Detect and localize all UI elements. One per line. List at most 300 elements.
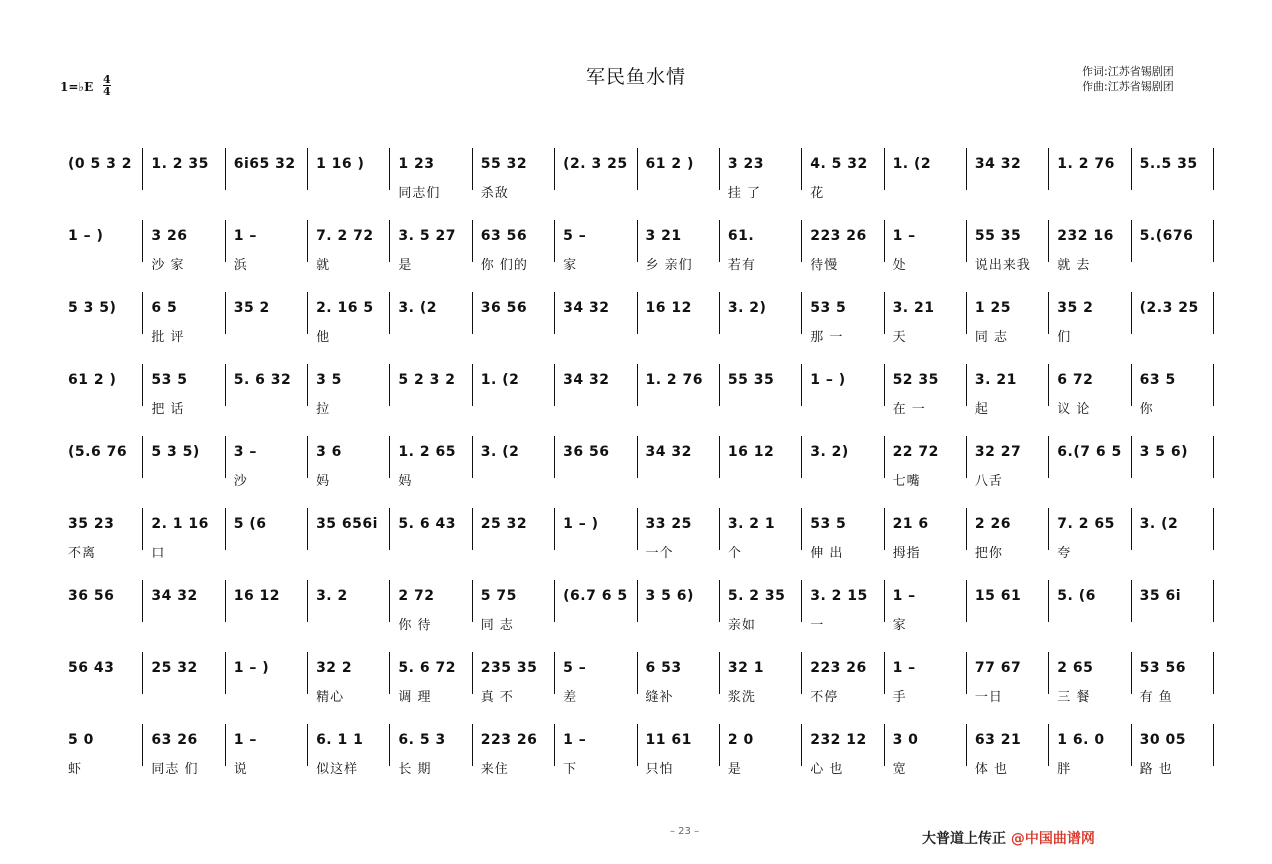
measure	[1131, 220, 1213, 262]
measure	[884, 508, 966, 561]
measure-notes: 3. 2)	[727, 300, 767, 316]
measure	[966, 508, 1048, 561]
measure	[719, 580, 801, 633]
measure-notes: 223 26	[810, 228, 867, 244]
measure-lyric: 三 餐	[1057, 690, 1091, 705]
measure-lyric: 宽	[892, 762, 907, 777]
measure	[719, 724, 801, 777]
measure-notes: 34 32	[645, 444, 692, 460]
measure	[637, 436, 719, 478]
score-line	[0, 148, 1272, 218]
measure	[225, 292, 307, 334]
measure-lyric: 花	[810, 186, 825, 201]
measure-notes: 53 5	[810, 516, 847, 532]
score-line	[0, 292, 1272, 362]
measure-lyric: 那 一	[810, 330, 844, 345]
measure	[884, 292, 966, 345]
time-signature-top: 4	[103, 73, 111, 86]
measure	[719, 436, 801, 478]
measure-lyric: 调 理	[398, 690, 432, 705]
measure-lyric: 真 不	[480, 690, 514, 705]
measure	[142, 292, 224, 345]
measure-lyric: 伸 出	[810, 546, 844, 561]
measure	[307, 436, 389, 489]
measure	[225, 364, 307, 406]
measure-notes: 4. 5 32	[810, 156, 868, 172]
measure-notes: 30 05	[1139, 732, 1186, 748]
measure	[1048, 148, 1130, 190]
measure	[801, 364, 883, 406]
measure-notes: 1 6. 0	[1057, 732, 1105, 748]
measure	[389, 652, 471, 705]
measure	[884, 580, 966, 633]
measure-notes: 6 53	[645, 660, 682, 676]
measure-notes: 1. (2	[480, 372, 520, 388]
measure-notes: 2 72	[398, 588, 435, 604]
score-line	[0, 652, 1272, 722]
measure-lyric: 你 待	[398, 618, 432, 633]
measure	[142, 364, 224, 417]
measure-notes: 25 32	[480, 516, 528, 532]
measure-notes: 63 56	[480, 228, 528, 244]
measure-notes: 3. (2	[1139, 516, 1179, 532]
measure-lyric: 说出来我	[974, 258, 1031, 273]
measure	[142, 508, 224, 561]
measure-lyric: 就 去	[1057, 258, 1091, 273]
measure-notes: 223 26	[480, 732, 538, 748]
measure-lyric: 同志们	[398, 186, 441, 201]
measure-notes: 55 35	[974, 228, 1022, 244]
line-end-barline	[1213, 436, 1214, 478]
measure	[966, 580, 1048, 622]
measure	[225, 652, 307, 694]
measure	[1131, 652, 1213, 705]
line-end-barline	[1213, 580, 1214, 622]
measure-lyric: 把你	[974, 546, 1003, 561]
measure-notes: 1 –	[892, 228, 916, 244]
measure	[554, 148, 636, 190]
measure	[60, 292, 142, 334]
measure-notes: 2 0	[727, 732, 754, 748]
measure	[389, 724, 471, 777]
measure	[472, 436, 554, 478]
measure	[637, 652, 719, 705]
measure-notes: 5 –	[563, 228, 587, 244]
measure-lyric: 待慢	[810, 258, 839, 273]
measure-notes: 1 – )	[563, 516, 599, 532]
measure	[60, 436, 142, 478]
measure-notes: 52 35	[892, 372, 939, 388]
measure-lyric: 一	[810, 618, 825, 633]
measure	[966, 148, 1048, 190]
measure-lyric: 一日	[974, 690, 1003, 705]
measure-notes: 5 0	[68, 732, 94, 748]
measure-notes: 63 5	[1139, 372, 1176, 388]
measure-lyric: 沙 家	[151, 258, 185, 273]
measure-lyric: 只怕	[645, 762, 674, 777]
measure-notes: 3. (2	[398, 300, 437, 316]
measure	[884, 436, 966, 489]
measure	[389, 436, 471, 489]
measure	[1048, 292, 1130, 345]
measure-notes: 1 – )	[810, 372, 846, 388]
measure-notes: 3 5 6)	[645, 588, 694, 604]
line-end-barline	[1213, 364, 1214, 406]
measure-lyric: 路 也	[1139, 762, 1173, 777]
measure-notes: 3 5 6)	[1139, 444, 1189, 460]
measure-notes: 1. (2	[892, 156, 932, 172]
measure	[554, 724, 636, 777]
measure-notes: 32 1	[727, 660, 764, 676]
measure	[225, 724, 307, 777]
measure-notes: 1 – )	[68, 228, 104, 244]
measure	[142, 652, 224, 694]
measure	[801, 652, 883, 705]
measure	[966, 652, 1048, 705]
measure	[389, 508, 471, 550]
measure-notes: 7. 2 65	[1057, 516, 1115, 532]
measure	[472, 220, 554, 273]
measure-notes: 63 21	[974, 732, 1022, 748]
measure-lyric: 浜	[233, 258, 248, 273]
measure-notes: 6. 5 3	[398, 732, 446, 748]
measure	[1131, 148, 1213, 190]
measure-notes: (2.3 25	[1139, 300, 1199, 316]
measure-lyric: 心 也	[810, 762, 844, 777]
measure	[1048, 724, 1130, 777]
measure-lyric: 天	[892, 330, 907, 345]
measure-notes: 1 –	[892, 588, 916, 604]
measure-notes: 25 32	[151, 660, 198, 676]
measure-lyric: 八舌	[974, 474, 1003, 489]
composer-credit: 作曲:江苏省锡剧团	[1082, 80, 1174, 93]
measure	[225, 220, 307, 273]
measure-lyric: 说	[233, 762, 248, 777]
measure	[142, 148, 224, 190]
measure	[60, 148, 142, 190]
measure	[801, 148, 883, 201]
measure-notes: (0 5 3 2	[68, 156, 132, 172]
measure-notes: (5.6 76	[68, 444, 128, 460]
measure	[554, 364, 636, 406]
measure-lyric: 差	[563, 690, 578, 705]
measure	[1131, 292, 1213, 334]
measure-notes: 36 56	[563, 444, 610, 460]
measure	[1048, 508, 1130, 561]
measure-notes: 34 32	[151, 588, 198, 604]
measure	[225, 148, 307, 190]
measure-lyric: 夸	[1057, 546, 1072, 561]
measure-notes: 1 –	[233, 228, 257, 244]
measure-notes: 21 6	[892, 516, 929, 532]
measure-notes: 3 0	[892, 732, 919, 748]
line-end-barline	[1213, 724, 1214, 766]
measure	[1048, 364, 1130, 417]
measure-lyric: 不离	[68, 546, 97, 561]
measure-notes: 5 75	[480, 588, 517, 604]
measure-lyric: 妈	[316, 474, 331, 489]
measure-notes: 61.	[727, 228, 755, 244]
measure-notes: 5 3 5)	[151, 444, 200, 460]
measure-lyric: 你 们的	[480, 258, 528, 273]
measure-notes: 35 23	[68, 516, 115, 532]
measure-notes: 36 56	[480, 300, 528, 316]
measure-lyric: 杀敌	[480, 186, 509, 201]
credits	[1082, 64, 1174, 94]
measure	[60, 364, 142, 406]
measure	[1131, 364, 1213, 417]
measure-notes: 35 656i	[316, 516, 378, 532]
measure	[554, 292, 636, 334]
measure	[884, 724, 966, 777]
measure-notes: 3. 21	[892, 300, 935, 316]
measure	[472, 364, 554, 406]
watermark	[922, 828, 1095, 848]
measure	[60, 724, 142, 777]
measure-lyric: 虾	[68, 762, 83, 777]
measure-lyric: 就	[316, 258, 331, 273]
measure	[801, 580, 883, 633]
measure-notes: 6.(7 6 5	[1057, 444, 1122, 460]
line-end-barline	[1213, 652, 1214, 694]
measure	[60, 508, 142, 561]
measure-notes: 1 – )	[233, 660, 270, 676]
measure-notes: 3 23	[727, 156, 764, 172]
measure-notes: 34 32	[563, 372, 610, 388]
measure-notes: 1 –	[892, 660, 916, 676]
measure	[801, 220, 883, 273]
measure-notes: 33 25	[645, 516, 692, 532]
measure	[884, 364, 966, 417]
measure	[801, 508, 883, 561]
measure	[142, 220, 224, 273]
measure	[142, 580, 224, 622]
measure	[307, 508, 389, 550]
measure-notes: 3 –	[233, 444, 257, 460]
measure-notes: 53 56	[1139, 660, 1186, 676]
measure	[307, 724, 389, 777]
score-line	[0, 436, 1272, 506]
measure-notes: 34 32	[563, 300, 610, 316]
measure	[60, 580, 142, 622]
measure	[801, 724, 883, 777]
measure	[637, 580, 719, 622]
measure-notes: 53 5	[151, 372, 188, 388]
measure-notes: 35 2	[1057, 300, 1094, 316]
score-line	[0, 580, 1272, 650]
measure-notes: 2 65	[1057, 660, 1094, 676]
measure	[884, 652, 966, 705]
measure-lyric: 是	[727, 762, 742, 777]
measure-notes: 7. 2 72	[316, 228, 374, 244]
measure-lyric: 似这样	[316, 762, 359, 777]
measure-lyric: 七嘴	[892, 474, 921, 489]
measure-lyric: 拉	[316, 402, 331, 417]
measure-notes: 6. 1 1	[316, 732, 364, 748]
measure-notes: 16 12	[233, 588, 281, 604]
measure	[1048, 220, 1130, 273]
measure-notes: 1. 2 35	[151, 156, 209, 172]
measure-notes: 5. 6 32	[233, 372, 292, 388]
measure	[719, 652, 801, 705]
measure-lyric: 亲如	[727, 618, 756, 633]
measure-notes: 34 32	[974, 156, 1022, 172]
measure	[1131, 508, 1213, 550]
watermark-text: 大普道上传正	[922, 831, 1006, 847]
measure-lyric: 胖	[1057, 762, 1072, 777]
measure-notes: 2. 1 16	[151, 516, 209, 532]
measure	[554, 220, 636, 273]
measure-notes: 3 26	[151, 228, 188, 244]
measure	[472, 292, 554, 334]
measure-lyric: 起	[974, 402, 989, 417]
measure	[884, 220, 966, 273]
measure-lyric: 个	[727, 546, 742, 561]
measure-lyric: 手	[892, 690, 907, 705]
measure-lyric: 同志 们	[151, 762, 199, 777]
measure-lyric: 妈	[398, 474, 413, 489]
line-end-barline	[1213, 220, 1214, 262]
measure-lyric: 一个	[645, 546, 674, 561]
measure-notes: 15 61	[974, 588, 1022, 604]
measure-notes: 235 35	[480, 660, 538, 676]
measure	[637, 220, 719, 273]
measure	[225, 508, 307, 550]
measure-lyric: 来住	[480, 762, 509, 777]
measure	[801, 292, 883, 345]
measure-notes: 11 61	[645, 732, 692, 748]
measure-notes: (2. 3 25	[563, 156, 628, 172]
measure-lyric: 你	[1139, 402, 1154, 417]
measure	[1131, 724, 1213, 777]
watermark-accent: @中国曲谱网	[1010, 831, 1095, 847]
measure-lyric: 体 也	[974, 762, 1009, 777]
measure-lyric: 口	[151, 546, 166, 561]
measure	[307, 652, 389, 705]
measure-notes: 6 72	[1057, 372, 1094, 388]
measure-lyric: 下	[563, 762, 578, 777]
measure-lyric: 家	[892, 618, 907, 633]
measure-lyric: 乡 亲们	[645, 258, 693, 273]
measure	[1048, 652, 1130, 705]
page-number: – 23 –	[670, 826, 700, 837]
measure-notes: 16 12	[727, 444, 775, 460]
measure	[472, 724, 554, 777]
measure-notes: 3 21	[645, 228, 682, 244]
measure-notes: 5. 6 72	[398, 660, 456, 676]
measure	[225, 580, 307, 622]
measure-notes: 61 2 )	[645, 156, 694, 172]
measure	[142, 724, 224, 777]
measure-notes: 16 12	[645, 300, 692, 316]
measure	[389, 148, 471, 201]
lyricist-credit: 作词:江苏省锡剧团	[1082, 65, 1174, 78]
measure-notes: 3. 2	[316, 588, 348, 604]
measure	[637, 724, 719, 777]
measure	[307, 580, 389, 622]
measure-lyric: 在 一	[892, 402, 926, 417]
measure-notes: 1 25	[974, 300, 1012, 316]
measure-lyric: 家	[563, 258, 578, 273]
measure	[966, 220, 1048, 273]
measure-notes: 1. 2 65	[398, 444, 456, 460]
measure-notes: 5 (6	[233, 516, 267, 532]
measure	[719, 292, 801, 334]
measure-lyric: 缝补	[645, 690, 674, 705]
measure-lyric: 拇指	[892, 546, 921, 561]
score-line	[0, 364, 1272, 434]
measure	[719, 364, 801, 406]
measure-notes: 1. 2 76	[645, 372, 704, 388]
measure	[389, 220, 471, 273]
measure	[554, 652, 636, 705]
measure	[142, 436, 224, 478]
measure-notes: 53 5	[810, 300, 847, 316]
measure-lyric: 是	[398, 258, 413, 273]
measure-notes: 3 6	[316, 444, 342, 460]
measure-notes: 32 27	[974, 444, 1022, 460]
measure-notes: 3. 21	[974, 372, 1017, 388]
measure-lyric: 把 话	[151, 402, 185, 417]
measure-notes: 5. 6 43	[398, 516, 456, 532]
measure-notes: 3 5	[316, 372, 342, 388]
measure	[60, 220, 142, 262]
measure-notes: 3. (2	[480, 444, 520, 460]
measure	[966, 364, 1048, 417]
measure-notes: 5. (6	[1057, 588, 1096, 604]
measure-lyric: 他	[316, 330, 331, 345]
measure-notes: 61 2 )	[68, 372, 117, 388]
line-end-barline	[1213, 148, 1214, 190]
measure	[637, 148, 719, 190]
measure	[637, 364, 719, 406]
measure	[389, 292, 471, 334]
measure-notes: 5. 2 35	[727, 588, 786, 604]
measure	[801, 436, 883, 478]
measure-notes: 35 6i	[1139, 588, 1182, 604]
measure-notes: 5 3 5)	[68, 300, 117, 316]
measure-lyric: 有 鱼	[1139, 690, 1173, 705]
measure	[472, 652, 554, 705]
line-end-barline	[1213, 292, 1214, 334]
measure-notes: 3. 2 1	[727, 516, 776, 532]
song-title: 军民鱼水情	[585, 66, 686, 88]
measure-lyric: 处	[892, 258, 907, 273]
measure	[554, 508, 636, 550]
measure-notes: 3. 2)	[810, 444, 849, 460]
measure-notes: 2 26	[974, 516, 1012, 532]
measure-notes: 77 67	[974, 660, 1022, 676]
measure	[637, 292, 719, 334]
measure-lyric: 同 志	[974, 330, 1009, 345]
measure	[225, 436, 307, 489]
measure	[966, 292, 1048, 345]
measure-notes: 32 2	[316, 660, 353, 676]
measure-lyric: 议 论	[1057, 402, 1091, 417]
measure	[1131, 436, 1213, 478]
measure-lyric: 精心	[316, 690, 345, 705]
measure-notes: 1 –	[563, 732, 587, 748]
measure-notes: 55 35	[727, 372, 775, 388]
measure	[719, 148, 801, 201]
measure-notes: 55 32	[480, 156, 528, 172]
measure	[307, 148, 389, 190]
measure-notes: 5 –	[563, 660, 587, 676]
measure-lyric: 沙	[233, 474, 248, 489]
measure	[472, 508, 554, 550]
time-signature-bottom: 4	[103, 85, 111, 98]
measure-notes: 35 2	[233, 300, 270, 316]
